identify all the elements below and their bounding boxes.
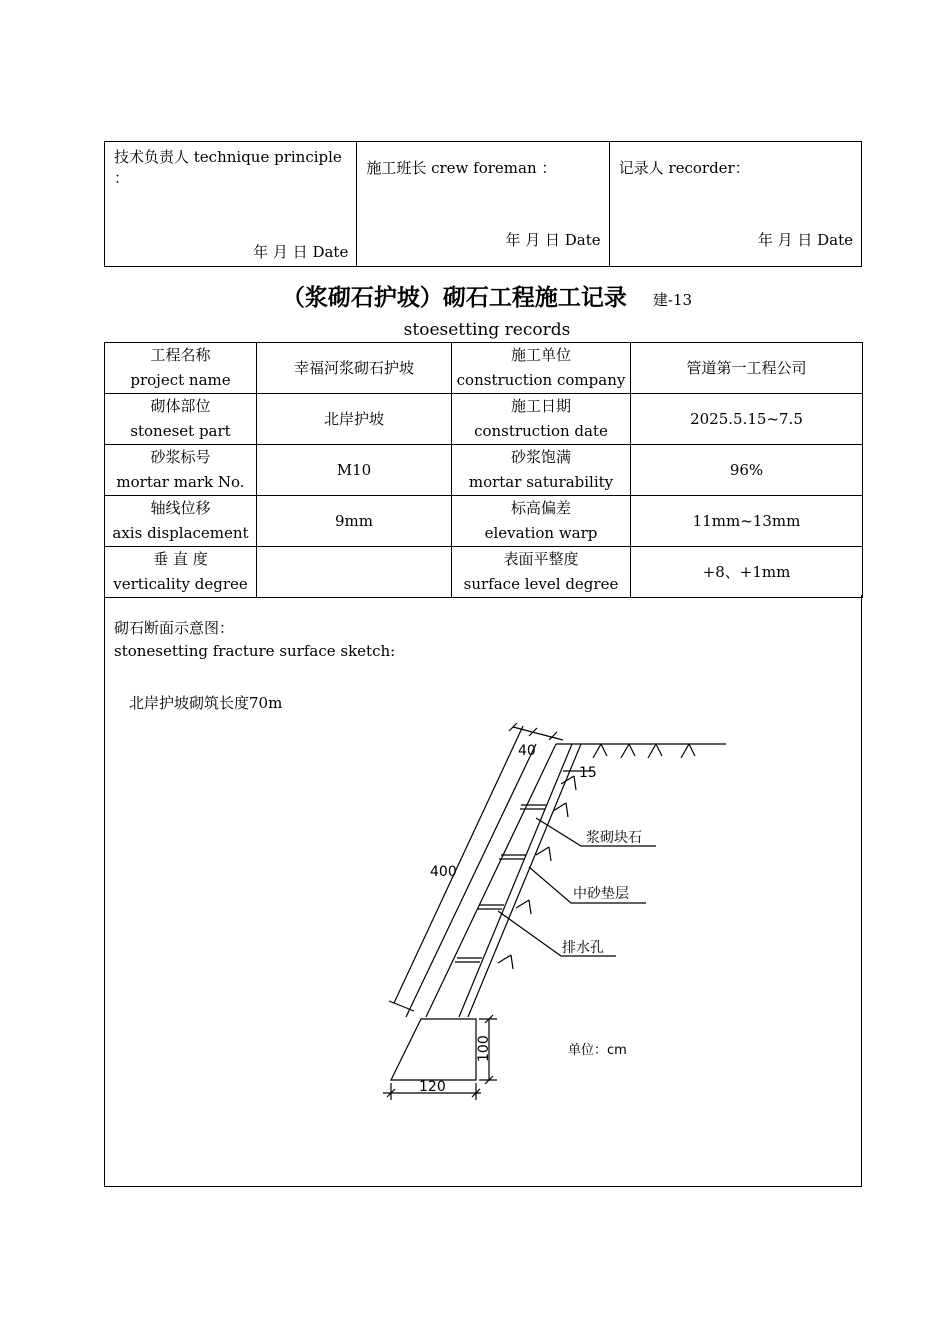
- row-value: 11mm~13mm: [692, 511, 801, 530]
- row-label-cell: [452, 394, 631, 445]
- document-title: [0, 279, 950, 312]
- signature-cell-technique-principle[interactable]: [105, 142, 357, 267]
- row-value: 管道第一工程公司: [686, 358, 807, 377]
- row-value-cell[interactable]: [257, 343, 452, 394]
- dim-label-base: 120: [419, 1079, 446, 1095]
- signature-cell-recorder[interactable]: [609, 142, 861, 267]
- row-label: mortar saturability: [468, 473, 614, 491]
- row-label: elevation warp: [484, 524, 598, 542]
- row-label-cell: [105, 547, 257, 598]
- signature-date: 年 月 日 Date: [253, 243, 349, 261]
- label-masonry: 浆砌块石: [586, 830, 642, 846]
- row-label: axis displacement: [112, 524, 249, 542]
- row-label: mortar mark No.: [116, 473, 245, 491]
- record-row: [105, 547, 863, 598]
- label-cushion: 中砂垫层: [573, 886, 629, 902]
- row-label-cell: [105, 343, 257, 394]
- row-label-cell: [452, 343, 631, 394]
- row-value-cell[interactable]: [631, 343, 863, 394]
- cushion-inner-line: [459, 744, 572, 1017]
- masonry-back-line: [426, 744, 556, 1017]
- row-value-cell[interactable]: [257, 547, 452, 598]
- row-label: 施工日期: [510, 397, 571, 415]
- row-value-cell[interactable]: [257, 445, 452, 496]
- row-value: M10: [336, 460, 372, 479]
- row-label: project name: [130, 371, 231, 389]
- row-label-cell: [105, 394, 257, 445]
- label-drain: 排水孔: [562, 940, 604, 956]
- row-value-cell[interactable]: [631, 445, 863, 496]
- record-row: [105, 394, 863, 445]
- signature-cell-crew-foreman[interactable]: [357, 142, 609, 267]
- record-row: [105, 343, 863, 394]
- row-label-cell: [105, 496, 257, 547]
- slope-cross-section-drawing: [105, 595, 861, 1186]
- title-text: （浆砌石护坡）砌石工程施工记录: [281, 284, 627, 311]
- signature-label: 记录人 recorder：: [618, 159, 750, 177]
- row-label: surface level degree: [463, 575, 619, 593]
- record-info-body: [105, 343, 863, 598]
- row-label: 砂浆标号: [150, 448, 211, 466]
- record-row: [105, 496, 863, 547]
- row-label: verticality degree: [113, 575, 248, 593]
- row-label: 砌体部位: [150, 397, 211, 415]
- dim-label-top: 40: [518, 743, 536, 759]
- row-value-cell[interactable]: [631, 496, 863, 547]
- cushion-outer-line: [468, 744, 581, 1017]
- row-label: 砂浆饱满: [510, 448, 571, 466]
- signature-date: 年 月 日 Date: [505, 231, 601, 249]
- dim-label-slope: 400: [430, 864, 457, 880]
- row-label-cell: [452, 445, 631, 496]
- masonry-face-line: [406, 744, 536, 1017]
- row-label: 施工单位: [510, 346, 571, 364]
- row-value: 96%: [729, 460, 764, 479]
- record-row: [105, 445, 863, 496]
- row-label: 标高偏差: [510, 499, 571, 517]
- row-value-cell[interactable]: [257, 394, 452, 445]
- row-value-cell[interactable]: [631, 394, 863, 445]
- record-info-table: [104, 342, 863, 598]
- row-label: construction company: [456, 371, 626, 389]
- sketch-title-en: stonesetting fracture surface sketch:: [114, 642, 396, 660]
- row-label-cell: [452, 547, 631, 598]
- document-subtitle: stoesetting records: [403, 320, 571, 340]
- dim-label-height: 100: [476, 1035, 492, 1062]
- row-value: 幸福河浆砌石护坡: [293, 358, 414, 377]
- sketch-section: [104, 595, 862, 1187]
- signature-table: [104, 141, 862, 267]
- row-label: 垂 直 度: [153, 550, 208, 568]
- label-unit: 单位：cm: [568, 1043, 627, 1058]
- signature-label: 技术负责人 technique principle ：: [114, 148, 342, 187]
- row-label: 表面平整度: [503, 550, 579, 568]
- row-label-cell: [105, 445, 257, 496]
- sketch-title-cn: 砌石断面示意图：: [114, 619, 235, 637]
- row-value: 9mm: [335, 511, 373, 530]
- form-code: 建-13: [652, 291, 693, 309]
- row-value: 2025.5.15~7.5: [690, 409, 803, 428]
- row-label-cell: [452, 496, 631, 547]
- sketch-length-note: 北岸护坡砌筑长度70m: [129, 694, 283, 712]
- row-label: construction date: [474, 422, 608, 440]
- row-value: +8、+1mm: [702, 562, 791, 581]
- dim-label-cushion: 15: [579, 765, 597, 781]
- row-label: 轴线位移: [150, 499, 211, 517]
- row-value-cell[interactable]: [257, 496, 452, 547]
- signature-label: 施工班长 crew foreman ：: [366, 159, 557, 177]
- row-label: 工程名称: [150, 346, 211, 364]
- row-value-cell[interactable]: [631, 547, 863, 598]
- row-value: 北岸护坡: [323, 409, 384, 428]
- foundation-block: [391, 1019, 476, 1080]
- signature-date: 年 月 日 Date: [757, 231, 853, 249]
- row-label: stoneset part: [130, 422, 231, 440]
